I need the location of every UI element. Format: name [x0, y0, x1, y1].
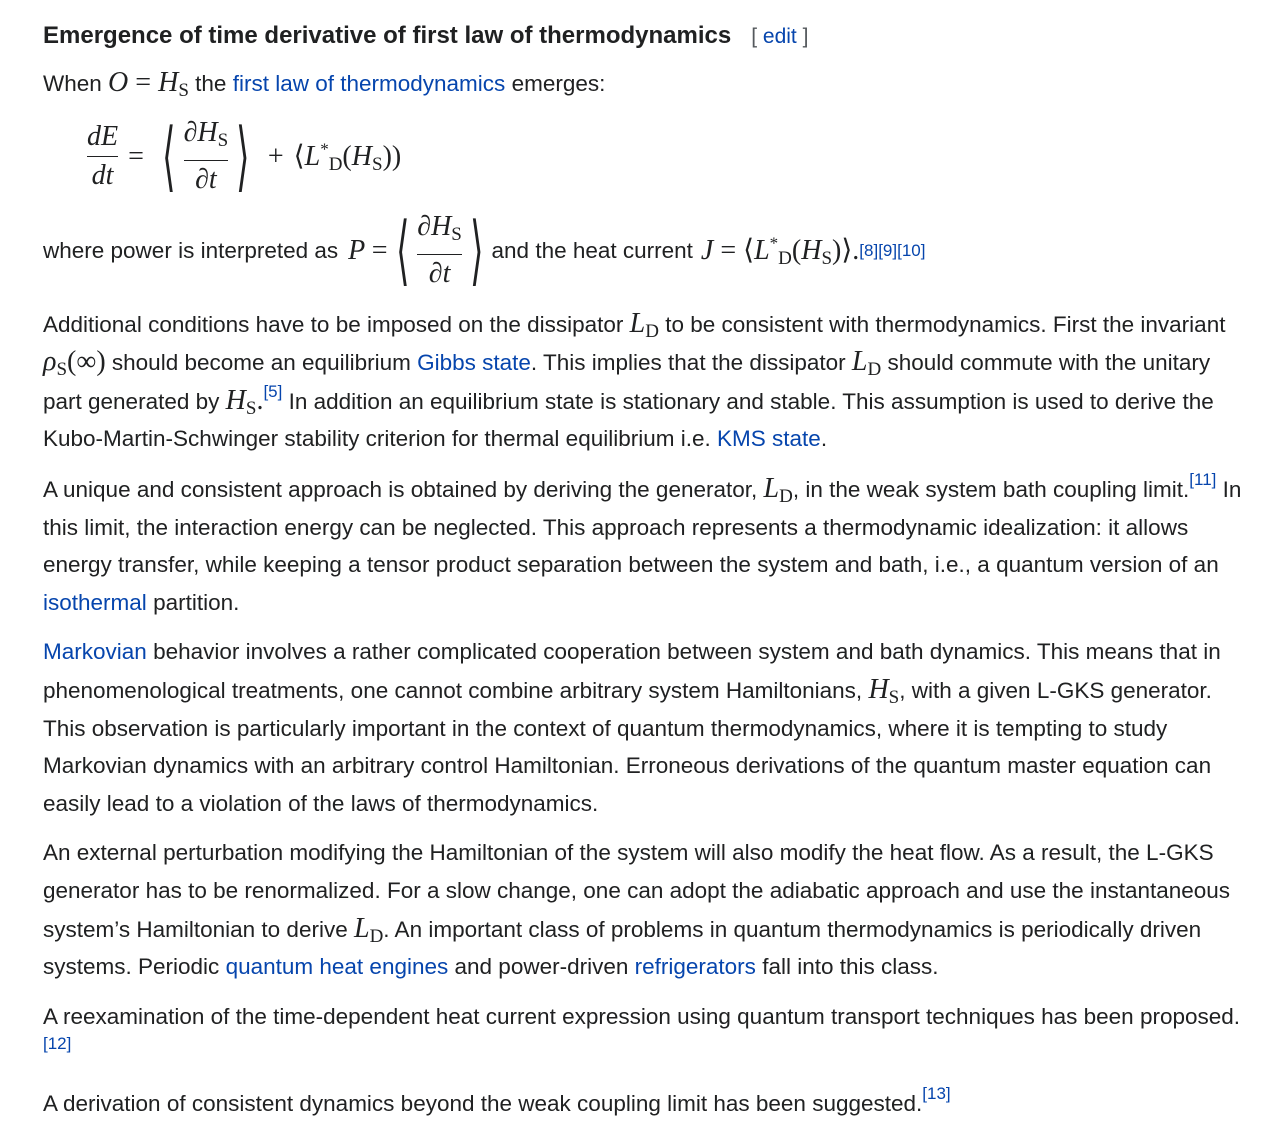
math-hs: $H_S$. — [225, 384, 264, 419]
math-ld: $L_D$ — [353, 912, 384, 947]
markovian-link[interactable]: Markovian — [43, 639, 147, 665]
fraction-dhs-dt: $\frac{\partial H_S}{\partial t}$ — [417, 210, 462, 290]
math-hs: $H_S$ — [868, 673, 900, 708]
paragraph-unique-approach: A unique and consistent approach is obtained by deriving the generator, $L_D$, in the weak system bath coupling limit.[11] In this limit, the interaction energy can be neglected. This approach represents a thermodynamic idealization: it allows energy transfer, while keeping a tensor product separation between the system and bath, i.e., a quantum version of an isothermal partition. — [43, 469, 1242, 615]
right-angle-bracket: ⟩ — [236, 114, 250, 199]
math-dissipator-term: $⟨L^*_D(H_S)$) — [293, 139, 402, 175]
fraction-dhs-dt: $\frac{\partial H_S}{\partial t}$ — [183, 116, 229, 196]
first-law-link[interactable]: first law of thermodynamics — [232, 71, 506, 96]
refrigerators-link[interactable]: refrigerators — [634, 954, 756, 980]
fraction-de-dt: $\frac{dE}{dt}$ — [87, 120, 119, 192]
ref-11[interactable]: [11] — [1189, 469, 1217, 489]
kms-state-link[interactable]: KMS state — [717, 426, 821, 452]
edit-section: [ edit ] — [751, 25, 809, 48]
ref-13[interactable]: [13] — [922, 1083, 951, 1103]
right-angle-bracket: ⟩ — [470, 208, 484, 293]
paragraph-markovian: Markovian behavior involves a rather complicated cooperation between system and bath dynamics. This means that in phenomenological treatments, one cannot combine arbitrary system Hamiltonians, $H_S$, with a given L-GKS generator. This observation is particularly important in the context of quantum thermodynamics, where it is tempting to study Markovian dynamics with an arbitrary control Hamiltonian. Erroneous derivations of the quantum master equation can easily lead to a violation of the laws of thermodynamics. — [43, 639, 1221, 816]
section-title: Emergence of time derivative of first law of thermodynamics — [43, 22, 732, 49]
ref-12[interactable]: [12] — [43, 1034, 72, 1054]
paragraph-reexamination: A reexamination of the time-dependent heat current expression using quantum transport techniques has been proposed.[12] — [43, 1003, 1241, 1054]
math-j: $J = ⟨L^*_D(H_S)⟩$. — [700, 233, 860, 269]
gibbs-state-link[interactable]: Gibbs state — [417, 350, 531, 376]
math-ld: $L_D$ — [629, 307, 659, 342]
paragraph-derivation: A derivation of consistent dynamics beyond the weak coupling limit has been suggested.[13] — [43, 1083, 951, 1116]
ref-5[interactable]: [5] — [263, 381, 283, 401]
paragraph-perturbation: An external perturbation modifying the Hamiltonian of the system will also modify the heat flow. As a result, the L-GKS generator has to be renormalized. For a slow change, one can adopt the adiabatic approach and use the instantaneous system’s Hamiltonian to derive $L_D$. An important class of problems in quantum thermodynamics is periodically driven systems. Periodic quantum heat engines and power-driven refrigerators fall into this class. — [43, 840, 1231, 980]
power-heat-line: where power is interpreted as P = ⟨ $\frac{\partial H_S}{\partial t}$ ⟩ and the heat current $J = ⟨L^*_D(H_S)⟩$. [8] [9] [10] — [43, 208, 926, 293]
left-angle-bracket: ⟨ — [162, 114, 176, 199]
math-o-eq-hs: $O = H_S$ — [108, 67, 189, 101]
edit-link[interactable]: edit — [762, 25, 797, 48]
first-law-equation: $\frac{dE}{dt}$ = ⟨ $\frac{\partial H_S}{\partial t}$ ⟩ + $⟨L^*_D(H_S)$) — [87, 114, 402, 199]
intro-paragraph: When $O = H_S$ the first law of thermodynamics emerges: — [43, 67, 606, 101]
math-ld: $L_D$ — [763, 472, 793, 507]
isothermal-link[interactable]: isothermal — [43, 589, 147, 615]
left-angle-bracket: ⟨ — [395, 208, 410, 293]
math-p: P = — [348, 234, 388, 266]
paragraph-conditions: Additional conditions have to be imposed on the dissipator $L_D$ to be consistent with thermodynamics. First the invariant $\rho_S(\infty)$ should become an equilibrium Gibbs state. This implies that the dissipator $L_D$ should commute with the unitary part generated by $H_S.[5]$ In addition an equilibrium state is stationary and stable. This assumption is used to derive the Kubo-Martin-Schwinger stability criterion for thermal equilibrium i.e. KMS state. — [43, 307, 1226, 452]
math-rho-s: $\rho_S(\infty)$ — [43, 346, 106, 381]
quantum-heat-engines-link[interactable]: quantum heat engines — [225, 954, 449, 980]
article-section — [43, 14, 1248, 1134]
section-heading — [43, 14, 1248, 58]
math-ld: $L_D$ — [851, 346, 882, 381]
